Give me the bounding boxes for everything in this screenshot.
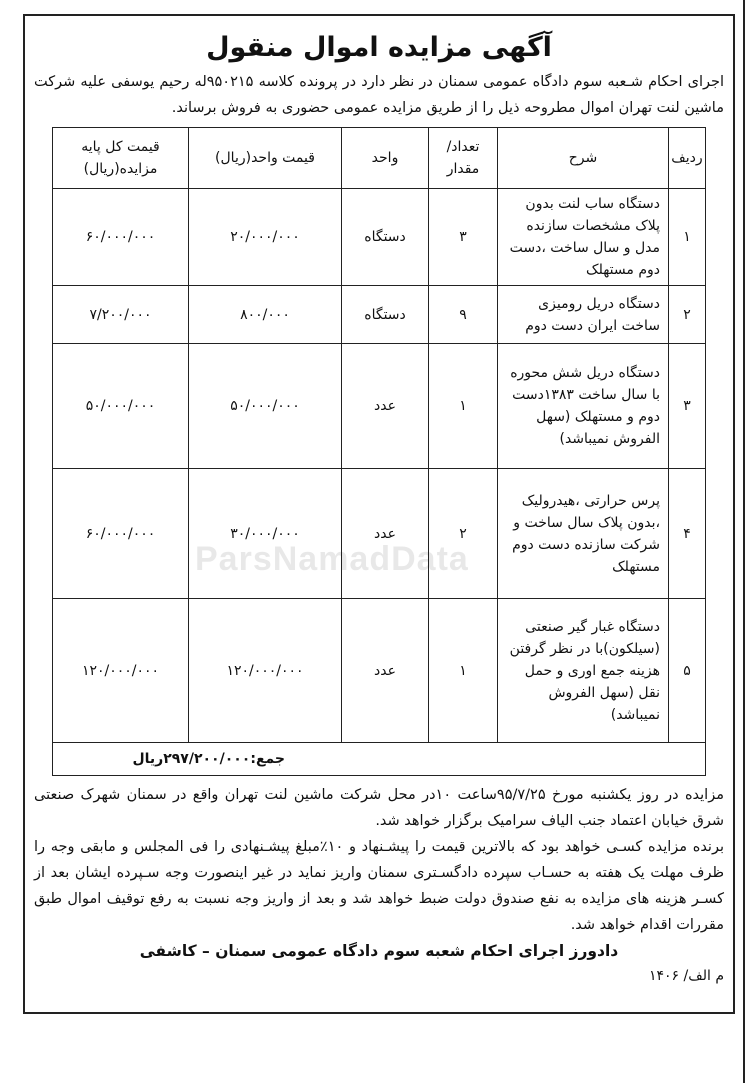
cell-description: دستگاه دریل شش محوره با سال ساخت ۱۳۸۳دست دوم و مستهلک (سهل الفروش نمیباشد) [498, 344, 669, 469]
cell-quantity: ۳ [429, 189, 498, 286]
cell-unit: دستگاه [342, 189, 429, 286]
cell-row-number: ۴ [669, 469, 706, 599]
cell-row-number: ۳ [669, 344, 706, 469]
cell-unit: عدد [342, 599, 429, 743]
cell-unit-price: ۱۲۰/۰۰۰/۰۰۰ [189, 599, 342, 743]
notice-title: آگهی مزایده اموال منقول [206, 32, 552, 63]
cell-description: دستگاه غبار گیر صنعتی (سیلکون)با در نظر گرفتن هزینه جمع اوری و حمل نقل (سهل الفروش نمیباشد) [498, 599, 669, 743]
auction-time-paragraph: مزایده در روز یکشنبه مورخ ۹۵/۷/۲۵ساعت ۱۰در محل شرکت ماشین لنت تهران واقع در سمنان شهرک صنعتی شرق خیابان اعتماد جنب الیاف سرامیک برگزار خواهد شد. [34, 787, 724, 829]
header-unit: واحد [342, 128, 429, 189]
cell-unit-price: ۳۰/۰۰۰/۰۰۰ [189, 469, 342, 599]
cell-base-price: ۵۰/۰۰۰/۰۰۰ [53, 344, 189, 469]
signature: دادورز اجرای احکام شعبه سوم دادگاه عمومی سمنان – کاشفی [139, 942, 619, 960]
cell-unit: دستگاه [342, 286, 429, 344]
page-edge-rule [743, 0, 745, 1083]
cell-quantity: ۱ [429, 344, 498, 469]
table-total-row [53, 743, 706, 776]
watermark: ParsNamadData [195, 540, 469, 578]
reference-number: م الف/ ۱۴۰۶ [648, 968, 724, 984]
notice-document [30, 18, 728, 984]
winner-terms-paragraph: برنده مزایده کسـی خواهد بود که بالاترین قیمت را پیشـنهاد و ۱۰٪مبلغ پیشـنهادی را فی المجلس و مابقی وجه را ظرف مهلت یک هفته به حسـاب سپرده دادگسـتری سمنان واریز نماید در غیر اینصورت وجه سـپرده ایشان بعد از کسـر هزینه های مزایده به نفع صندوق دولت ضبط خواهد شد و بعد از واریز وجه نسبت به رفع توقیف اموال طبق مقررات اقدام خواهد شد. [34, 839, 724, 933]
cell-row-number: ۵ [669, 599, 706, 743]
cell-base-price: ۱۲۰/۰۰۰/۰۰۰ [53, 599, 189, 743]
cell-quantity: ۲ [429, 469, 498, 599]
items-table [52, 127, 706, 776]
intro-paragraph: اجرای احکام شـعبه سوم دادگاه عمومی سمنان در نظر دارد در پرونده کلاسه ۹۵۰۲۱۵له رحیم یوسفی علیه شرکت ماشین لنت تهران اموال مطروحه ذیل را از طریق مزایده عمومی حضوری به فروش برساند. [34, 74, 724, 116]
cell-base-price: ۶۰/۰۰۰/۰۰۰ [53, 189, 189, 286]
header-base-price: قیمت کل پایه مزایده(ریال) [53, 128, 189, 189]
cell-base-price: ۷/۲۰۰/۰۰۰ [53, 286, 189, 344]
table-row [53, 469, 706, 599]
cell-description: دستگاه دریل رومیزی ساخت ایران دست دوم [498, 286, 669, 344]
cell-description: دستگاه ساب لنت بدون پلاک مشخصات سازنده مدل و سال ساخت ،دست دوم مستهلک [498, 189, 669, 286]
header-quantity: تعداد/ مقدار [429, 128, 498, 189]
cell-unit-price: ۸۰۰/۰۰۰ [189, 286, 342, 344]
cell-base-price: ۶۰/۰۰۰/۰۰۰ [53, 469, 189, 599]
header-row-number: ردیف [669, 128, 706, 189]
total-amount: جمع:۲۹۷/۲۰۰/۰۰۰ریال [53, 743, 706, 776]
cell-unit-price: ۵۰/۰۰۰/۰۰۰ [189, 344, 342, 469]
header-description: شرح [498, 128, 669, 189]
table-row [53, 344, 706, 469]
cell-row-number: ۲ [669, 286, 706, 344]
table-header-row [53, 128, 706, 189]
table-row [53, 599, 706, 743]
cell-unit: عدد [342, 469, 429, 599]
cell-row-number: ۱ [669, 189, 706, 286]
cell-unit: عدد [342, 344, 429, 469]
cell-quantity: ۱ [429, 599, 498, 743]
cell-unit-price: ۲۰/۰۰۰/۰۰۰ [189, 189, 342, 286]
table-row [53, 286, 706, 344]
table-row [53, 189, 706, 286]
cell-description: پرس حرارتی ،هیدرولیک ،بدون پلاک سال ساخت و شرکت سازنده دست دوم مستهلک [498, 469, 669, 599]
cell-quantity: ۹ [429, 286, 498, 344]
header-unit-price: قیمت واحد(ریال) [189, 128, 342, 189]
